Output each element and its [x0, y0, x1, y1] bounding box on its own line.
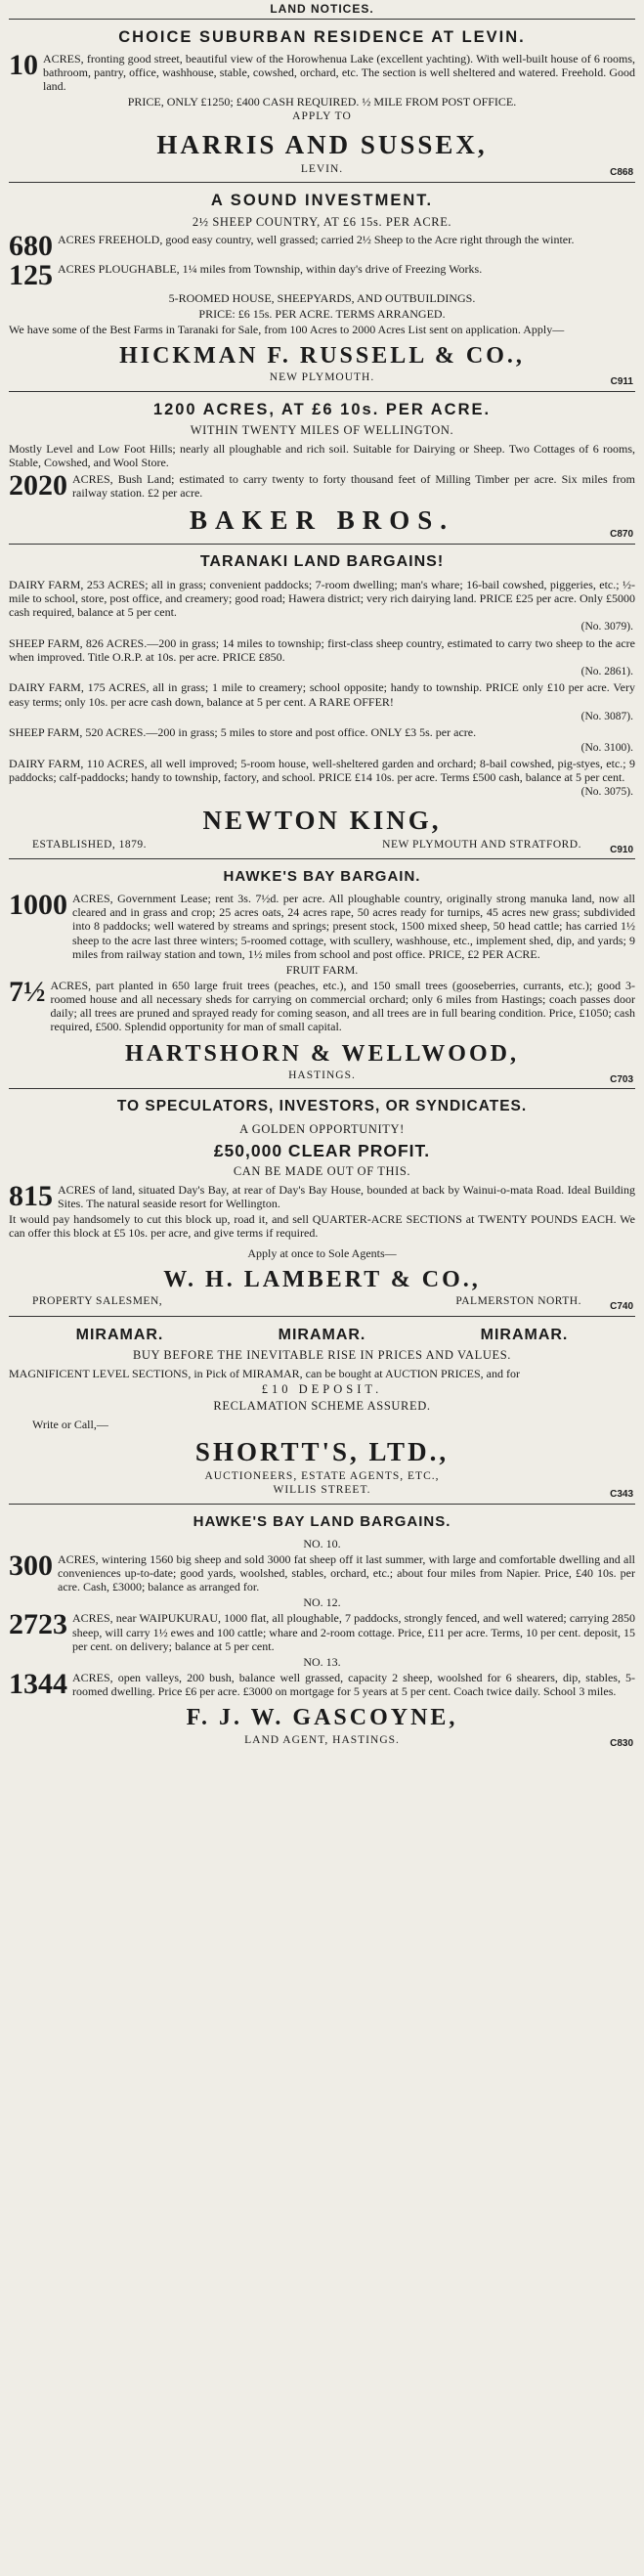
ad-body: ACRES, Government Lease; rent 3s. 7½d. per acre. All ploughable country, originally strong manuka land, now all cleared and in grass and crop; 25 acres oats, 24 acres rape, 50 acres ready for turnips, 45 acres new grass; subdivided into 8 paddocks; well watered by streams and springs; present stock, 1500 mixed sheep, 50 head cattle; has carried 1½ sheep to the acre last three winters; 5-roomed cottage, with scullery, washhouse, etc., implement shed, dip, and yards; 9 miles from railway station and town, 1½ miles from school and post office. PRICE, £2 PER ACRE.: [72, 892, 635, 961]
firm-name: SHORTT'S, LTD.,: [194, 1437, 450, 1466]
ad-body: ACRES, wintering 1560 big sheep and sold 3000 fat sheep off it last summer, with large and comfortable dwelling and all conveniences up-to-date; good yards, woolshed, stables, orchard, etc.; about four miles from Napier. Price, £40 10s. per acre. Cash, £3000; balance as arranged for.: [58, 1551, 635, 1594]
listing-ref: (No. 3100).: [580, 741, 633, 754]
ad-title: A SOUND INVESTMENT.: [210, 192, 434, 210]
firm-location: NEW PLYMOUTH AND STRATFORD.: [382, 838, 581, 851]
listing-number: NO. 12.: [303, 1595, 341, 1610]
ad-title: TARANAKI LAND BARGAINS!: [199, 552, 445, 570]
firm-name: BAKER BROS.: [189, 504, 455, 535]
ad-body: ACRES, fronting good street, beautiful view of the Horowhenua Lake (excellent yachting). With well-built house of 6 rooms, bathroom, pantry, office, washhouse, stable, cowshed, orchard, etc. The section is well sheltered and watered. Freehold. Good land.: [43, 51, 635, 93]
miramar-heading: MIRAMAR.: [278, 1326, 366, 1343]
ad-body: ACRES, part planted in 650 large fruit trees (peaches, etc.), and 150 small trees (gooseberries, currants, etc.); good 3-roomed house and all necessary sheds for carrying on commercial orchard; only 6 miles from Hastings; coach passes door daily; all trees are pruned and sprayed ready for coming season, and all trees are in full bearing condition. Price, £1050; cash required, £500. Splendid opportunity for man of small capital.: [50, 978, 635, 1034]
apply-label: Apply at once to Sole Agents—: [247, 1245, 397, 1260]
ad-code: C343: [610, 1489, 633, 1501]
ad-subtitle: WITHIN TWENTY MILES OF WELLINGTON.: [190, 423, 454, 438]
ad-price: PRICE, ONLY £1250; £400 CASH REQUIRED. ½ MILE FROM POST OFFICE.: [127, 95, 517, 109]
ad-body: Mostly Level and Low Foot Hills; nearly all ploughable and rich soil. Suitable for Dairying or Sheep. Two Cottages of 6 rooms, Stable, Cowshed, and Wool Store.: [9, 442, 635, 470]
firm-name: NEWTON KING,: [202, 805, 442, 835]
ad-hawkes-bay-bargain: [9, 859, 635, 1089]
listing-number: NO. 13.: [303, 1654, 341, 1669]
acre-number: 7½: [9, 975, 46, 1008]
firm-name: HARRIS AND SUSSEX,: [156, 129, 488, 159]
ad-code: C910: [610, 844, 633, 855]
acre-number: 10: [9, 48, 38, 81]
firm-role: LAND AGENT, HASTINGS.: [244, 1733, 400, 1746]
ad-code: C911: [610, 376, 633, 388]
ad-code: C868: [610, 167, 633, 179]
ad-title: 1200 ACRES, AT £6 10s. PER ACRE.: [152, 400, 492, 418]
firm-location: HASTINGS.: [288, 1069, 356, 1081]
ad-subtitle: CAN BE MADE OUT OF THIS.: [233, 1164, 411, 1179]
ad-subtitle: BUY BEFORE THE INEVITABLE RISE IN PRICES AND VALUES.: [132, 1348, 512, 1363]
ad-body: ACRES, Bush Land; estimated to carry twenty to forty thousand feet of Milling Timber per acre. Six miles from railway station. £2 per acre.: [72, 471, 635, 500]
listing: DAIRY FARM, 110 ACRES, all well improved; 5-room house, well-sheltered garden and orchard; 8-bail cowshed, pig-styes, etc.; 9 paddocks; calf-paddocks; handy to township, factory, and school. PRICE £14 10s. per acre. Terms £500 cash, balance at 5 per cent.: [9, 757, 635, 785]
acre-number: 2020: [9, 468, 67, 502]
ad-line: 5-ROOMED HOUSE, SHEEPYARDS, AND OUTBUILDINGS.: [168, 290, 476, 305]
acre-number: 1344: [9, 1668, 67, 1701]
firm-name: W. H. LAMBERT & CO.,: [163, 1266, 481, 1292]
contact-prompt: Write or Call,—: [32, 1417, 108, 1431]
established-year: ESTABLISHED, 1879.: [32, 838, 148, 851]
listing-number: NO. 10.: [303, 1536, 341, 1550]
ad-1200-acres: [9, 392, 635, 545]
ad-taranaki-bargains: [9, 545, 635, 860]
firm-role: PROPERTY SALESMEN,: [32, 1295, 163, 1307]
ad-body: ACRES, near WAIPUKURAU, 1000 flat, all ploughable, 7 paddocks, strongly fenced, and well watered; carrying 2850 sheep, will carry 1½ ewes and 100 cattle; whare and 2-room cottage. Price, £11 per acre. Terms, 10 per cent. deposit, 15 per cent. on delivery; balance at 5 per cent.: [72, 1611, 635, 1653]
ad-subtitle: A GOLDEN OPPORTUNITY!: [239, 1121, 405, 1136]
ad-title: HAWKE'S BAY BARGAIN.: [223, 868, 421, 886]
ad-title: HAWKE'S BAY LAND BARGAINS.: [193, 1512, 451, 1530]
section-header: LAND NOTICES.: [9, 0, 635, 20]
listing-ref: (No. 3079).: [580, 621, 633, 633]
miramar-heading: MIRAMAR.: [480, 1326, 569, 1343]
ad-body: It would pay handsomely to cut this block up, road it, and sell QUARTER-ACRE SECTIONS at TWENTY POUNDS EACH. We can offer this block at £5 10s. per acre, and give terms if required.: [9, 1212, 635, 1241]
miramar-heading: MIRAMAR.: [75, 1326, 164, 1343]
firm-location: PALMERSTON NORTH.: [455, 1295, 581, 1307]
ad-sound-investment: [9, 183, 635, 392]
ad-title: TO SPECULATORS, INVESTORS, OR SYNDICATES.: [116, 1098, 528, 1115]
firm-location: LEVIN.: [300, 162, 344, 175]
profit-headline: £50,000 CLEAR PROFIT.: [213, 1140, 431, 1160]
firm-name: HICKMAN F. RUSSELL & CO.,: [119, 343, 525, 370]
acre-number: 300: [9, 1549, 53, 1582]
ad-body: ACRES FREEHOLD, good easy country, well grassed; carried 2½ Sheep to the Acre right through the winter.: [58, 233, 575, 247]
ad-subtitle: 2½ SHEEP COUNTRY, AT £6 15s. PER ACRE.: [192, 214, 452, 229]
ad-code: C740: [610, 1300, 633, 1312]
listing: SHEEP FARM, 826 ACRES.—200 in grass; 14 miles to township; first-class sheep country, estimated to carry two sheep to the acre when improved. Title O.R.P. at 10s. per acre. PRICE £850.: [9, 635, 635, 664]
acre-number: 2723: [9, 1608, 67, 1641]
ad-subtitle: RECLAMATION SCHEME ASSURED.: [213, 1399, 431, 1414]
ad-price: PRICE: £6 15s. PER ACRE. TERMS ARRANGED.: [198, 306, 446, 321]
listing-ref: (No. 3075).: [580, 786, 633, 799]
acre-number: 815: [9, 1179, 53, 1212]
ad-speculators: [9, 1089, 635, 1316]
ad-body: ACRES, open valleys, 200 bush, balance well grassed, capacity 2 sheep, woolshed for 6 shearers, dip, stables, 5-roomed dwelling. Price £6 per acre. £3000 on mortgage for 5 years at 5 per cent. Coach twice daily. School 3 miles.: [72, 1671, 635, 1699]
ad-body: ACRES of land, situated Day's Bay, at rear of Day's Bay House, bounded at back by Wainui-o-mata Road. Ideal Building Sites. The natural seaside resort for Wellington.: [58, 1182, 635, 1211]
ad-hawkes-bay-land-bargains: [9, 1505, 635, 1753]
listing: DAIRY FARM, 253 ACRES; all in grass; convenient paddocks; 7-room dwelling; man's whare; 16-bail cowshed, piggeries, etc.; ½-mile to school, store, post office, and creamery; good road; Hawera district; very rich dairying land. PRICE £25 per acre. Only £5000 cash required, balance at 5 per cent.: [9, 577, 635, 619]
ad-code: C870: [610, 528, 633, 540]
acre-number: 680: [9, 230, 53, 263]
listing-ref: (No. 2861).: [580, 665, 633, 677]
firm-name: HARTSHORN & WELLWOOD,: [125, 1040, 519, 1067]
ad-body: We have some of the Best Farms in Taranaki for Sale, from 100 Acres to 2000 Acres List sent on application. Apply—: [9, 322, 565, 336]
firm-location: WILLIS STREET.: [273, 1484, 371, 1497]
section-label: FRUIT FARM.: [285, 962, 359, 977]
listing: DAIRY FARM, 175 ACRES, all in grass; 1 mile to creamery; school opposite; handy to township. PRICE only £10 per acre. Very easy terms; only 10s. per acre cash down, balance at 5 per cent. A RARE OFFER!: [9, 680, 635, 709]
listing-ref: (No. 3087).: [580, 710, 633, 722]
ad-miramar: [9, 1317, 635, 1505]
ad-body: ACRES PLOUGHABLE, 1¼ miles from Township, within day's drive of Freezing Works.: [58, 262, 483, 277]
firm-name: F. J. W. GASCOYNE,: [186, 1705, 458, 1731]
firm-role: AUCTIONEERS, ESTATE AGENTS, ETC.,: [204, 1469, 440, 1482]
ad-title: CHOICE SUBURBAN RESIDENCE AT LEVIN.: [118, 28, 526, 47]
deposit-line: £10 DEPOSIT.: [261, 1382, 383, 1397]
acre-number: 1000: [9, 889, 67, 922]
ad-body: MAGNIFICENT LEVEL SECTIONS, in Pick of MIRAMAR, can be bought at AUCTION PRICES, and for: [9, 1367, 520, 1381]
firm-location: NEW PLYMOUTH.: [269, 371, 375, 384]
acre-number: 125: [9, 259, 53, 292]
ad-code: C830: [610, 1738, 633, 1750]
ad-code: C703: [610, 1073, 633, 1085]
listing: SHEEP FARM, 520 ACRES.—200 in grass; 5 miles to store and post office. ONLY £3 5s. per acre.: [9, 725, 477, 740]
ad-levin-residence: [9, 20, 635, 183]
apply-label: APPLY TO: [292, 110, 352, 123]
